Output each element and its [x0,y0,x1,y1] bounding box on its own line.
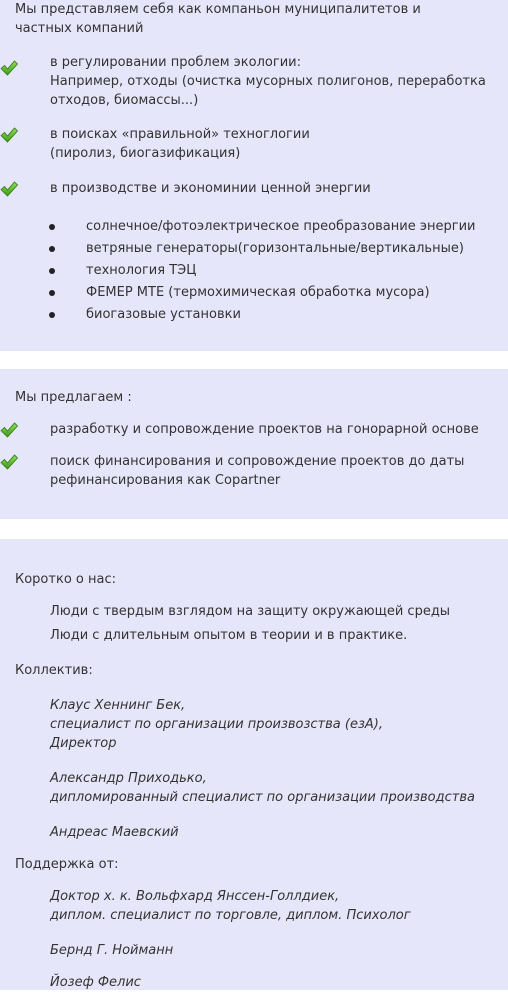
bullet-icon [49,312,55,318]
about-panel [0,539,508,990]
team-heading: Коллектив: [15,663,93,678]
check-icon [0,60,18,76]
bullet-item-femer: ФЕМЕР МТЕ (термохимическая обработка мусора) [86,285,430,300]
supporter-3: Йозеф Фелис [50,975,141,990]
check-icon [0,127,18,143]
bullet-item-solar: солнечное/фотоэлектрическое преобразование энергии [86,219,476,234]
team-member-1-line-3: Директор [50,736,117,751]
bullet-icon [49,246,55,252]
bullet-item-chp: технология ТЭЦ [86,263,197,278]
bullet-icon [49,268,55,274]
team-member-2-line-1: Александр Приходько, [50,771,207,786]
check-item-ecology-line-2: Например, отходы (очистка мусорных полигонов, переработка [50,74,486,89]
bullet-item-biogas: биогазовые установки [86,307,241,322]
supporter-1-line-2: диплом. специалист по торговле, диплом. Психолог [50,908,411,923]
bullet-icon [49,290,55,296]
bullet-item-wind: ветряные генераторы(горизонтальные/вертикальные) [86,241,464,256]
team-member-3: Андреас Маевский [50,825,179,840]
offer-heading: Мы предлагаем : [15,390,132,405]
check-item-ecology-line-3: отходов, биомассы...) [50,93,199,108]
check-item-technology-line-2: (пиролиз, биогазификация) [50,146,241,161]
check-icon [0,422,18,438]
intro-line-2: частных компаний [15,21,144,36]
team-member-2-line-2: дипломированный специалист по организации производства [50,790,475,805]
bullet-icon [49,224,55,230]
check-icon [0,454,18,470]
offer-item-financing-line-2: рефинансирования как Copartner [50,473,281,488]
offer-item-financing-line-1: поиск финансирования и сопровождение проектов до даты [50,454,465,469]
offer-panel [0,369,508,519]
support-heading: Поддержка от: [15,857,119,872]
offer-item-development: разработку и сопровождение проектов на гонорарной основе [50,422,479,437]
about-line-1: Люди с твердым взглядом на защиту окружающей среды [50,604,451,619]
team-member-1-line-2: специалист по организации произвозства (езА), [50,717,383,732]
about-heading: Коротко о нас: [15,572,116,587]
team-member-1-line-1: Клаус Хеннинг Бек, [50,698,186,713]
check-item-technology-line-1: в поисках «правильной» техноглогии [50,127,310,142]
intro-line-1: Мы представляем себя как компаньон муниципалитетов и [15,2,421,17]
check-icon [0,181,18,197]
intro-panel [0,0,508,351]
supporter-1-line-1: Доктор х. к. Вольфхард Янссен-Голлдиек, [50,889,340,904]
about-line-2: Люди с длительным опытом в теории и в практике. [50,628,408,643]
supporter-2: Бернд Г. Нойманн [50,943,174,958]
check-item-energy-line-1: в производстве и экономинии ценной энергии [50,181,371,196]
check-item-ecology-line-1: в регулировании проблем экологии: [50,55,301,70]
